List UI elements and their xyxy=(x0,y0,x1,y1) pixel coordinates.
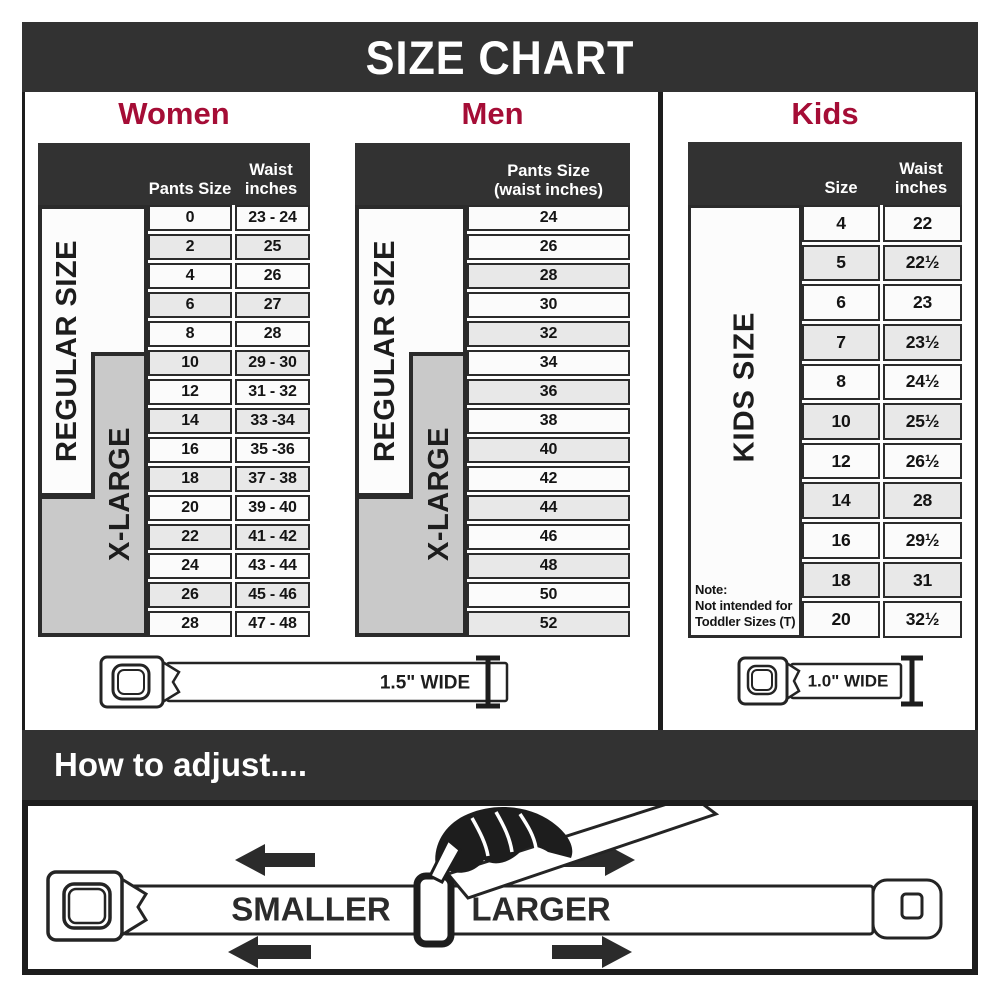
waist-cell: 23 xyxy=(883,284,962,321)
pants-size-cell: 16 xyxy=(148,437,232,463)
pants-size-cell: 52 xyxy=(467,611,630,637)
adult-belt-width-label: 1.5" WIDE xyxy=(379,672,471,694)
pants-size-cell: 44 xyxy=(467,495,630,521)
men-xlarge-label: X-LARGE xyxy=(423,427,455,561)
waist-cell: 31 - 32 xyxy=(235,379,310,405)
waist-cell: 43 - 44 xyxy=(235,553,310,579)
size-chart-banner xyxy=(22,22,978,92)
men-regular-label: REGULAR SIZE xyxy=(369,240,401,462)
table-row xyxy=(148,495,310,521)
pants-size-cell: 10 xyxy=(148,350,232,376)
larger-label: LARGER xyxy=(471,890,611,928)
table-row xyxy=(148,466,310,492)
table-row xyxy=(467,292,630,318)
men-table-header xyxy=(355,143,630,205)
pants-size-cell: 34 xyxy=(467,350,630,376)
table-row xyxy=(467,234,630,260)
pants-size-cell: 30 xyxy=(467,292,630,318)
waist-cell: 23½ xyxy=(883,324,962,361)
table-row xyxy=(802,482,962,519)
size-cell: 20 xyxy=(802,601,880,638)
table-row xyxy=(467,582,630,608)
belt-adjuster xyxy=(417,876,451,944)
waist-cell: 29½ xyxy=(883,522,962,559)
page-title: SIZE CHART xyxy=(365,30,635,84)
table-row xyxy=(802,562,962,599)
table-row xyxy=(148,350,310,376)
pants-size-cell: 6 xyxy=(148,292,232,318)
waist-cell: 33 -34 xyxy=(235,408,310,434)
waist-cell: 37 - 38 xyxy=(235,466,310,492)
women-table-rows xyxy=(148,205,310,637)
men-table-rows xyxy=(467,205,630,637)
pants-size-cell: 28 xyxy=(467,263,630,289)
pants-size-cell: 20 xyxy=(148,495,232,521)
table-row xyxy=(148,321,310,347)
waist-cell: 28 xyxy=(235,321,310,347)
table-row xyxy=(148,582,310,608)
women-regular-label: REGULAR SIZE xyxy=(51,240,83,462)
pants-size-cell: 24 xyxy=(148,553,232,579)
table-row xyxy=(802,522,962,559)
table-row xyxy=(467,524,630,550)
waist-cell: 23 - 24 xyxy=(235,205,310,231)
waist-cell: 26 xyxy=(235,263,310,289)
table-row xyxy=(467,379,630,405)
table-row xyxy=(802,364,962,401)
pants-size-cell: 24 xyxy=(467,205,630,231)
table-row xyxy=(802,284,962,321)
table-row xyxy=(148,437,310,463)
table-row xyxy=(467,553,630,579)
waist-cell: 27 xyxy=(235,292,310,318)
waist-cell: 25½ xyxy=(883,403,962,440)
table-row xyxy=(802,403,962,440)
table-row xyxy=(467,263,630,289)
waist-cell: 45 - 46 xyxy=(235,582,310,608)
belt-end-slot xyxy=(902,894,922,918)
table-row xyxy=(148,292,310,318)
waist-cell: 35 -36 xyxy=(235,437,310,463)
pants-size-cell: 42 xyxy=(467,466,630,492)
pants-size-cell: 18 xyxy=(148,466,232,492)
size-cell: 12 xyxy=(802,443,880,480)
table-row xyxy=(148,408,310,434)
pants-size-cell: 2 xyxy=(148,234,232,260)
pants-size-cell: 50 xyxy=(467,582,630,608)
pants-size-cell: 12 xyxy=(148,379,232,405)
kids-size-header: Size xyxy=(824,178,858,197)
table-row xyxy=(148,553,310,579)
table-row xyxy=(467,611,630,637)
women-section-title: Women xyxy=(118,96,230,131)
pants-size-cell: 36 xyxy=(467,379,630,405)
table-row xyxy=(467,466,630,492)
waist-cell: 31 xyxy=(883,562,962,599)
pants-size-cell: 26 xyxy=(467,234,630,260)
size-cell: 16 xyxy=(802,522,880,559)
kids-belt-width-label: 1.0" WIDE xyxy=(807,671,889,691)
width-measure-icon xyxy=(901,656,923,706)
men-pants-size-header: Pants Size (waist inches) xyxy=(493,162,604,199)
adjust-illustration-frame xyxy=(22,800,978,975)
pants-size-cell: 14 xyxy=(148,408,232,434)
size-cell: 5 xyxy=(802,245,880,282)
kids-waist-header: Waist inches xyxy=(894,160,948,197)
size-cell: 7 xyxy=(802,324,880,361)
waist-cell: 29 - 30 xyxy=(235,350,310,376)
table-row xyxy=(802,205,962,242)
waist-cell: 39 - 40 xyxy=(235,495,310,521)
table-row xyxy=(802,443,962,480)
pants-size-cell: 38 xyxy=(467,408,630,434)
adult-belt-illustration xyxy=(95,650,515,712)
kids-size-range-graphic xyxy=(688,205,802,638)
women-waist-header: Waist inches xyxy=(244,161,298,198)
table-row xyxy=(467,495,630,521)
pants-size-cell: 26 xyxy=(148,582,232,608)
table-row xyxy=(148,263,310,289)
women-table-header xyxy=(38,143,310,205)
table-row xyxy=(467,321,630,347)
men-kids-divider xyxy=(658,92,663,730)
kids-belt-illustration xyxy=(735,652,935,710)
how-to-adjust-title: How to adjust.... xyxy=(54,746,307,783)
size-cell: 4 xyxy=(802,205,880,242)
waist-cell: 22½ xyxy=(883,245,962,282)
men-size-range-graphic xyxy=(355,205,467,637)
waist-cell: 25 xyxy=(235,234,310,260)
table-row xyxy=(467,437,630,463)
waist-cell: 24½ xyxy=(883,364,962,401)
table-row xyxy=(802,245,962,282)
table-row xyxy=(802,601,962,638)
size-cell: 10 xyxy=(802,403,880,440)
kids-note: Note: Not intended for Toddler Sizes (T) xyxy=(695,582,796,630)
pants-size-cell: 0 xyxy=(148,205,232,231)
table-row xyxy=(148,611,310,637)
table-row xyxy=(148,205,310,231)
pants-size-cell: 4 xyxy=(148,263,232,289)
women-pants-size-header: Pants Size xyxy=(148,179,232,198)
table-row xyxy=(467,408,630,434)
waist-cell: 22 xyxy=(883,205,962,242)
pants-size-cell: 40 xyxy=(467,437,630,463)
kids-section-title: Kids xyxy=(791,96,859,131)
pants-size-cell: 48 xyxy=(467,553,630,579)
table-row xyxy=(467,205,630,231)
table-row xyxy=(148,524,310,550)
size-cell: 8 xyxy=(802,364,880,401)
size-cell: 6 xyxy=(802,284,880,321)
table-row xyxy=(148,234,310,260)
size-cell: 14 xyxy=(802,482,880,519)
pants-size-cell: 46 xyxy=(467,524,630,550)
smaller-label: SMALLER xyxy=(231,890,391,928)
kids-table-header xyxy=(688,142,962,205)
pants-size-cell: 32 xyxy=(467,321,630,347)
table-row xyxy=(802,324,962,361)
waist-cell: 41 - 42 xyxy=(235,524,310,550)
men-section-title: Men xyxy=(461,96,524,131)
women-size-range-graphic xyxy=(38,205,148,637)
waist-cell: 32½ xyxy=(883,601,962,638)
kids-size-label: KIDS SIZE xyxy=(728,311,761,463)
size-cell: 18 xyxy=(802,562,880,599)
kids-table-rows xyxy=(802,205,962,638)
women-xlarge-label: X-LARGE xyxy=(104,427,136,561)
adjust-illustration xyxy=(28,806,972,969)
pants-size-cell: 8 xyxy=(148,321,232,347)
waist-cell: 28 xyxy=(883,482,962,519)
pants-size-cell: 28 xyxy=(148,611,232,637)
table-row xyxy=(467,350,630,376)
waist-cell: 26½ xyxy=(883,443,962,480)
waist-cell: 47 - 48 xyxy=(235,611,310,637)
pants-size-cell: 22 xyxy=(148,524,232,550)
table-row xyxy=(148,379,310,405)
how-to-adjust-banner xyxy=(22,730,978,800)
